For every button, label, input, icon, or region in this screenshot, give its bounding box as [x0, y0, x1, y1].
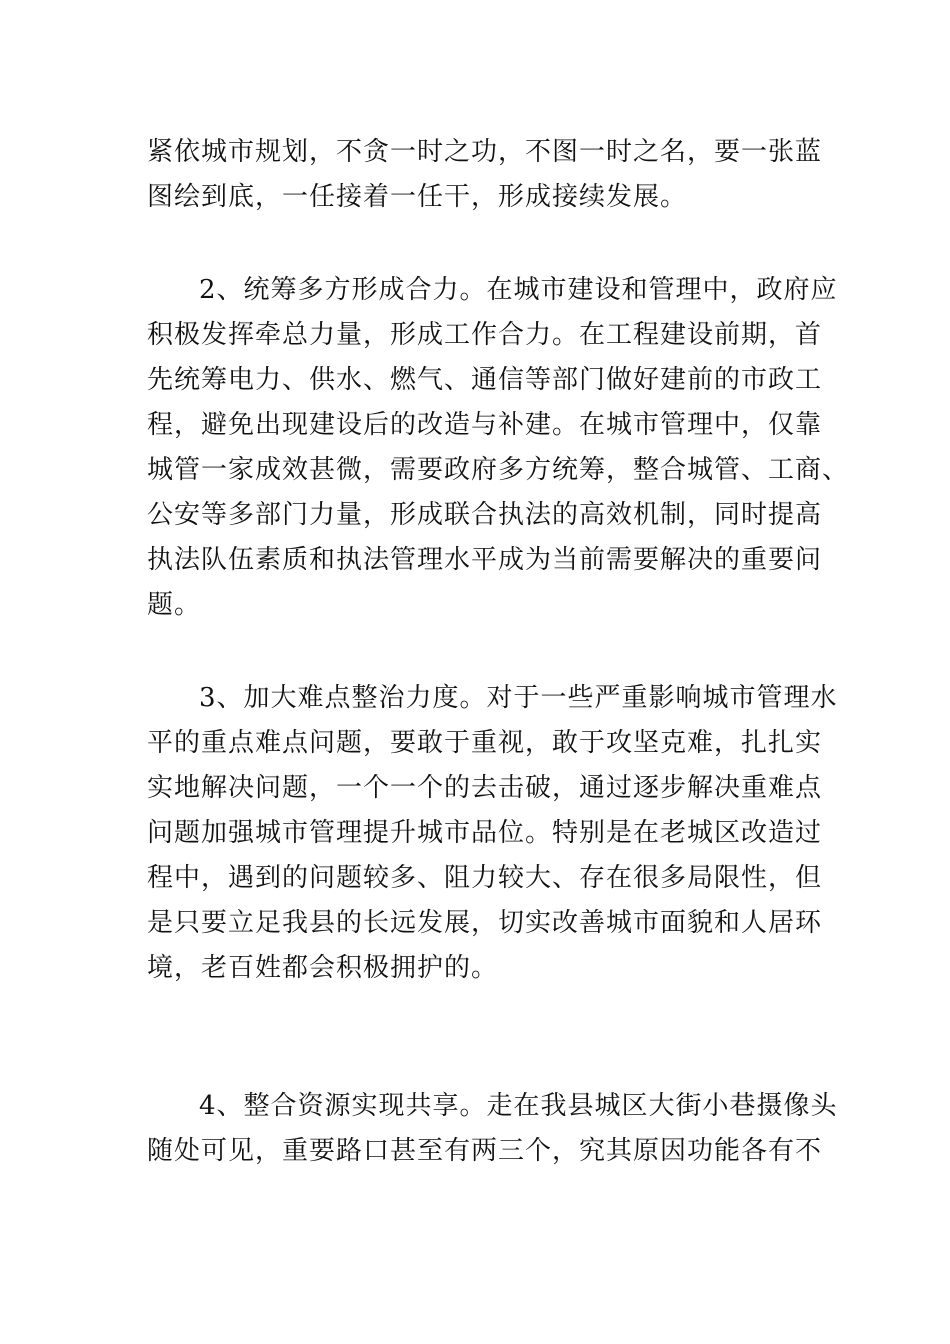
text-line: 题。 [147, 590, 202, 620]
text-line: 紧依城市规划，不贪一时之功，不图一时之名，要一张蓝 [147, 137, 823, 167]
text-line: 程，避免出现建设后的改造与补建。在城市管理中，仅靠 [147, 410, 823, 440]
text-line: 随处可见，重要路口甚至有两三个，究其原因功能各有不 [147, 1136, 823, 1166]
text-line: 平的重点难点问题，要敢于重视，敢于攻坚克难，扎扎实 [147, 728, 823, 758]
text-line: 执法队伍素质和执法管理水平成为当前需要解决的重要问 [147, 545, 823, 575]
text-line: 图绘到底，一任接着一任干，形成接续发展。 [147, 182, 688, 212]
text-line: 问题加强城市管理提升城市品位。特别是在老城区改造过 [147, 818, 823, 848]
paragraph-heading-line: 3、加大难点整治力度。对于一些严重影响城市管理水 [199, 683, 838, 713]
text-line: 是只要立足我县的长远发展，切实改善城市面貌和人居环 [147, 908, 823, 938]
text-line: 公安等多部门力量，形成联合执法的高效机制，同时提高 [147, 500, 823, 530]
paragraph-heading-line: 2、统筹多方形成合力。在城市建设和管理中，政府应 [199, 275, 838, 305]
text-line: 城管一家成效甚微，需要政府多方统筹，整合城管、工商、 [147, 455, 850, 485]
paragraph-heading-line: 4、整合资源实现共享。走在我县城区大街小巷摄像头 [199, 1091, 838, 1121]
text-line: 程中，遇到的问题较多、阻力较大、存在很多局限性，但 [147, 863, 823, 893]
text-line: 实地解决问题，一个一个的去击破，通过逐步解决重难点 [147, 773, 823, 803]
text-line: 先统筹电力、供水、燃气、通信等部门做好建前的市政工 [147, 365, 823, 395]
paragraph-4 [147, 1084, 838, 1174]
text-line: 境，老百姓都会积极拥护的。 [147, 953, 499, 983]
text-line: 积极发挥牵总力量，形成工作合力。在工程建设前期，首 [147, 320, 823, 350]
paragraph-3 [147, 676, 838, 991]
paragraph-2 [147, 268, 850, 628]
paragraph-intro [147, 130, 823, 220]
